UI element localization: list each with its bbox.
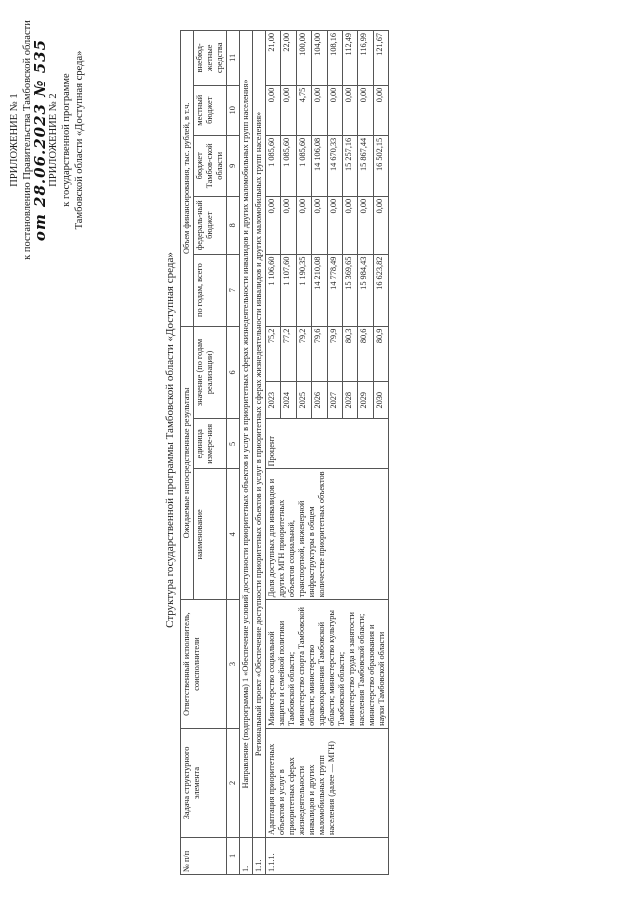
project-num: 1.1. [253, 837, 266, 874]
appendix-header [8, 15, 86, 265]
row-value: 79,2 [296, 326, 311, 382]
row-regional: 16 502,15 [373, 135, 388, 196]
col-number: 10 [227, 85, 240, 135]
col-number: 4 [227, 469, 240, 600]
row-regional: 15 867,44 [358, 135, 373, 196]
row-year: 2025 [296, 382, 311, 419]
col-number: 5 [227, 419, 240, 469]
appendix2-label: ПРИЛОЖЕНИЕ № 2 [48, 93, 59, 187]
col-header-num: № п/п [181, 837, 227, 874]
col-header-regional: бюджет Тамбов-ской области [194, 135, 227, 196]
row-federal: 0,00 [266, 196, 281, 254]
item-task: Адаптация приоритетных объектов и услуг в приоритетных сферах жизнедеятельности инвалидов и других маломобильных групп населения (далее — МГН) [266, 728, 389, 837]
col-header-extra: внебюд-жетные средства [194, 31, 227, 86]
project-row [253, 31, 266, 875]
row-total: 1 106,60 [266, 254, 281, 326]
col-number: 8 [227, 196, 240, 254]
row-local: 0,00 [312, 85, 327, 135]
direction-text: Направление (подпрограмма) 1 «Обеспечение условий доступности приоритетных объектов и услуг в приоритетных сферах жизнедеятельности инвалидов и других маломобильных групп населения» [240, 31, 253, 838]
row-federal: 0,00 [342, 196, 357, 254]
row-year: 2027 [327, 382, 342, 419]
col-header-responsible: Ответственный исполнитель, соисполнители [181, 600, 227, 729]
row-regional: 15 257,16 [342, 135, 357, 196]
row-extra: 104,00 [312, 31, 327, 86]
appendix1-label: ПРИЛОЖЕНИЕ № 1 [9, 93, 20, 187]
col-header-results-group: Ожидаемые непосредственные результаты [181, 326, 194, 600]
row-value: 75,2 [266, 326, 281, 382]
row-total: 16 623,82 [373, 254, 388, 326]
row-local: 0,00 [266, 85, 281, 135]
col-header-value: значение (по годам реализации) [194, 326, 227, 419]
row-extra: 100,00 [296, 31, 311, 86]
row-local: 4,75 [296, 85, 311, 135]
row-extra: 121,67 [373, 31, 388, 86]
item-result-name: Доля доступных для инвалидов и других МГН приоритетных объектов социальной, транспортной, инженерной инфраструктуры в общем количестве приоритетных объектов [266, 469, 389, 600]
row-federal: 0,00 [373, 196, 388, 254]
row-total: 14 778,49 [327, 254, 342, 326]
row-extra: 108,16 [327, 31, 342, 86]
row-extra: 22,00 [281, 31, 296, 86]
row-year: 2023 [266, 382, 281, 419]
row-federal: 0,00 [312, 196, 327, 254]
col-number: 7 [227, 254, 240, 326]
col-header-federal: федераль-ный бюджет [194, 196, 227, 254]
row-local: 0,00 [281, 85, 296, 135]
project-text: Региональный проект «Обеспечение доступности приоритетных объектов и услуг в приоритетных сферах жизнедеятельности инвалидов и других маломобильных групп населения» [253, 31, 266, 838]
row-regional: 1 085,60 [281, 135, 296, 196]
col-header-by-years: по годам, всего [194, 254, 227, 326]
row-value: 80,3 [342, 326, 357, 382]
page-title: Структура государственной программы Тамбовской области «Доступная среда» [164, 252, 176, 628]
col-number: 3 [227, 600, 240, 729]
col-number: 1 [227, 837, 240, 874]
col-header-local: местный бюджет [194, 85, 227, 135]
row-value: 79,6 [312, 326, 327, 382]
table-row [266, 31, 281, 875]
col-header-task: Задача структурного элемента [181, 728, 227, 837]
row-local: 0,00 [373, 85, 388, 135]
item-responsible: Министерство социальной защиты и семейной политики Тамбовской области; министерство спорта Тамбовской области; министерство здравоохранения Тамбовской области; министерство культуры Тамбовской области; министерство труда и занятости населения Тамбовской области; министерство образования и науки Тамбовской области [266, 600, 389, 729]
row-federal: 0,00 [281, 196, 296, 254]
row-federal: 0,00 [296, 196, 311, 254]
structure-table [180, 30, 389, 875]
row-value: 77,2 [281, 326, 296, 382]
row-year: 2030 [373, 382, 388, 419]
program-name-label: Тамбовской области «Доступная среда» [74, 50, 85, 230]
to-program-label: к государственной программе [61, 73, 72, 207]
row-total: 1 190,35 [296, 254, 311, 326]
row-federal: 0,00 [327, 196, 342, 254]
row-year: 2024 [281, 382, 296, 419]
row-value: 79,9 [327, 326, 342, 382]
column-number-row [227, 31, 240, 875]
col-header-unit: единица измере-ния [194, 419, 227, 469]
row-regional: 1 085,60 [296, 135, 311, 196]
col-number: 9 [227, 135, 240, 196]
item-num: 1.1.1. [266, 837, 389, 874]
row-value: 80,9 [373, 326, 388, 382]
row-extra: 112,49 [342, 31, 357, 86]
row-year: 2029 [358, 382, 373, 419]
row-federal: 0,00 [358, 196, 373, 254]
header-row-1 [181, 31, 194, 875]
col-number: 6 [227, 326, 240, 419]
row-year: 2028 [342, 382, 357, 419]
row-total: 14 210,08 [312, 254, 327, 326]
row-value: 80,6 [358, 326, 373, 382]
row-regional: 14 106,08 [312, 135, 327, 196]
col-number: 11 [227, 31, 240, 86]
row-regional: 1 085,60 [266, 135, 281, 196]
row-regional: 14 670,33 [327, 135, 342, 196]
row-year: 2026 [312, 382, 327, 419]
row-local: 0,00 [358, 85, 373, 135]
row-local: 0,00 [342, 85, 357, 135]
handwritten-date: от 28.06.2023 № 535 [31, 38, 49, 242]
row-local: 0,00 [327, 85, 342, 135]
row-extra: 21,00 [266, 31, 281, 86]
col-header-name: наименование [194, 469, 227, 600]
col-header-funding-group: Объем финансирования, тыс. рублей, в т.ч. [181, 31, 194, 327]
row-total: 15 984,43 [358, 254, 373, 326]
row-extra: 116,99 [358, 31, 373, 86]
decree-label: к постановлению Правительства Тамбовской области [22, 20, 33, 260]
direction-num: 1. [240, 837, 253, 874]
col-number: 2 [227, 728, 240, 837]
row-total: 1 107,60 [281, 254, 296, 326]
row-total: 15 369,65 [342, 254, 357, 326]
direction-row [240, 31, 253, 875]
item-unit: Процент [266, 419, 389, 469]
